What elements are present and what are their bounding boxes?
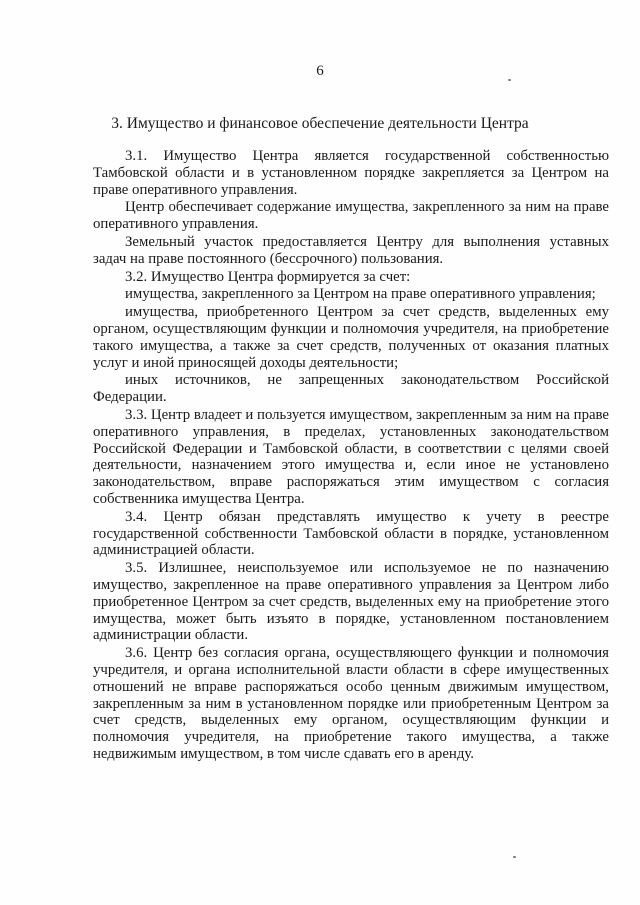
scan-speck [508, 79, 511, 81]
list-item-acquired-property: имущества, приобретенного Центром за счет средств, выделенных ему органом, осуществляющим функции и полномочия учредителя, на приобретение такого имущества, а также за счет средств, полученных от оказания платных услуг и иной приносящей доходы деятельности; [93, 304, 609, 371]
list-item-other-sources: иных источников, не запрещенных законодательством Российской Федерации. [93, 372, 609, 406]
paragraph-3-6: 3.6. Центр без согласия органа, осуществляющего функции и полномочия учредителя, и органа исполнительной власти области в сфере имущественных отношений не вправе распоряжаться особо ценным движимым имуществом, закрепленным за ним в установленном порядке или приобретенным Центром за счет средств, выделенных ему органом, осуществляющим функции и полномочия учредителя, на приобретение такого имущества, а также недвижимым имуществом, в том числе сдавать его в аренду. [93, 645, 609, 762]
scan-speck [513, 856, 516, 858]
paragraph-3-5: 3.5. Излишнее, неиспользуемое или используемое не по назначению имущество, закрепленное на праве оперативного управления за Центром либо приобретенное Центром за счет средств, выделенных ему на приобретение этого имущества, может быть изъято в порядке, установленном постановлением администрации области. [93, 560, 609, 644]
paragraph-3-2: 3.2. Имущество Центра формируется за счет: [125, 268, 411, 285]
section-title: 3. Имущество и финансовое обеспечение деятельности Центра [111, 115, 529, 132]
list-item-assigned-property: имущества, закрепленного за Центром на праве оперативного управления; [125, 286, 596, 303]
paragraph-3-4: 3.4. Центр обязан представлять имущество к учету в реестре государственной собственности Тамбовской области в порядке, установленном администрацией области. [93, 508, 609, 559]
section-body [93, 148, 609, 764]
paragraph-3-3: 3.3. Центр владеет и пользуется имуществом, закрепленным за ним на праве оперативного управления, в пределах, установленных законодательством Российской Федерации и Тамбовской области, в соответствии с целями своей деятельности, назначением этого имущества и, если иное не установлено законодательством, вправе распоряжаться этим имуществом с согласия собственника имущества Центра. [93, 406, 609, 507]
page-number: 6 [316, 63, 324, 79]
paragraph-3-1: 3.1. Имущество Центра является государственной собственностью Тамбовской области и в установленном порядке закрепляется за Центром на праве оперативного управления. [93, 148, 609, 198]
paragraph-land-plot: Земельный участок предоставляется Центру для выполнения уставных задач на праве постоянного (бессрочного) пользования. [93, 233, 609, 267]
paragraph-maintenance: Центр обеспечивает содержание имущества, закрепленного за ним на праве оперативного управления. [93, 199, 609, 233]
